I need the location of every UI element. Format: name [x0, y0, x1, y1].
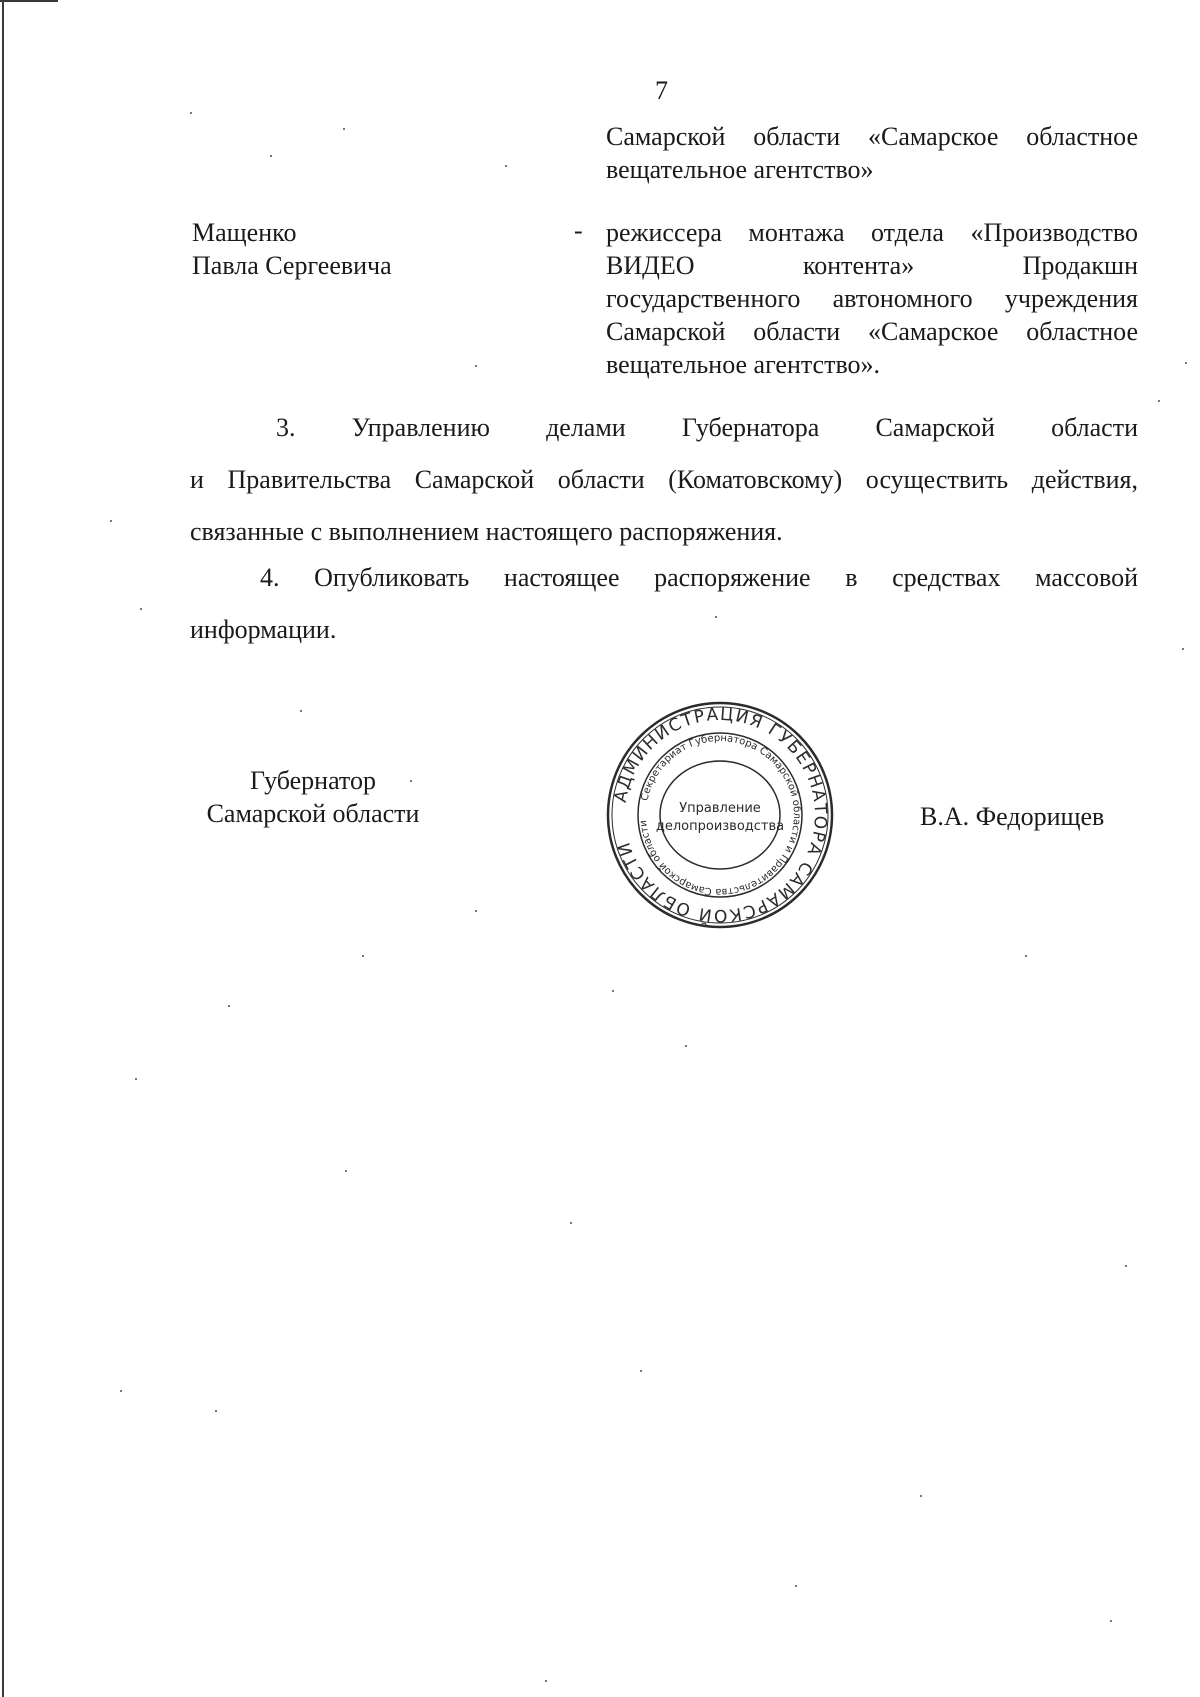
paragraph-line: 4. Опубликовать настоящее распоряжение в средствах массовой: [260, 563, 1138, 592]
paragraph-3: [190, 402, 1138, 558]
continuation-line: Самарской области «Самарское областное: [606, 122, 1138, 151]
scan-speck: [362, 955, 364, 957]
official-seal: [605, 700, 835, 930]
scan-speck: [410, 780, 412, 782]
signatory-title: [188, 764, 438, 830]
scan-speck: [505, 165, 507, 167]
scan-speck: [715, 616, 717, 618]
scan-speck: [110, 520, 112, 522]
seal-outer-text: АДМИНИСТРАЦИЯ ГУБЕРНАТОРА САМАРСКОЙ ОБЛАСТИ: [610, 704, 831, 926]
paragraph-line: связанные с выполнением настоящего распоряжения.: [190, 517, 783, 546]
person-surname: Мащенко: [192, 218, 297, 247]
scan-edge-top: [0, 0, 58, 2]
position-line: вещательное агентство».: [606, 350, 881, 379]
signatory-title-line: Самарской области: [206, 799, 420, 828]
scan-speck: [228, 1005, 230, 1007]
scan-speck: [1025, 955, 1027, 957]
scan-speck: [300, 710, 302, 712]
scan-speck: [545, 1680, 547, 1682]
scan-speck: [795, 1585, 797, 1587]
scan-speck: [1185, 362, 1187, 364]
paragraph-line: и Правительства Самарской области (Коматовскому) осуществить действия,: [190, 465, 1138, 494]
scan-speck: [1125, 1265, 1127, 1267]
position-line: режиссера монтажа отдела «Производство: [606, 218, 1138, 247]
scan-speck: [135, 1078, 137, 1080]
scan-speck: [345, 1170, 347, 1172]
signatory-title-line: Губернатор: [250, 766, 376, 795]
scan-speck: [1158, 400, 1160, 402]
list-dash: -: [574, 216, 583, 245]
person-given-names: Павла Сергеевича: [192, 251, 392, 280]
scan-speck: [1182, 648, 1184, 650]
scan-speck: [920, 1495, 922, 1497]
scan-speck: [570, 1222, 572, 1224]
signatory-name: В.А. Федорищев: [920, 802, 1105, 831]
paragraph-line: 3. Управлению делами Губернатора Самарской области: [276, 413, 1138, 442]
scan-speck: [1110, 1620, 1112, 1622]
seal-center-line: Управление: [679, 801, 761, 816]
scan-speck: [343, 128, 345, 130]
seal-center-line: делопроизводства: [655, 819, 785, 834]
paragraph-line: информации.: [190, 615, 337, 644]
scan-speck: [612, 990, 614, 992]
scan-speck: [685, 1045, 687, 1047]
scan-speck: [475, 365, 477, 367]
scan-speck: [215, 1410, 217, 1412]
position-line: Самарской области «Самарское областное: [606, 317, 1138, 346]
scan-speck: [120, 1390, 122, 1392]
scan-edge-left: [2, 0, 4, 1697]
scan-speck: [190, 112, 192, 114]
scan-speck: [140, 608, 142, 610]
position-line: государственного автономного учреждения: [606, 284, 1138, 313]
paragraph-4: [190, 552, 1138, 656]
person-position: [606, 216, 1138, 381]
scan-speck: [270, 155, 272, 157]
position-line: ВИДЕО контента» Продакшн: [606, 251, 1138, 280]
seal-inner-text: Секретариат Губернатора Самарской области и Правительства Самарской области: [638, 732, 803, 898]
continuation-line: вещательное агентство»: [606, 155, 874, 184]
scan-speck: [640, 1370, 642, 1372]
person-name: [192, 216, 392, 282]
page-number: 7: [655, 76, 668, 105]
scan-speck: [475, 910, 477, 912]
continuation-text: [606, 120, 1138, 186]
